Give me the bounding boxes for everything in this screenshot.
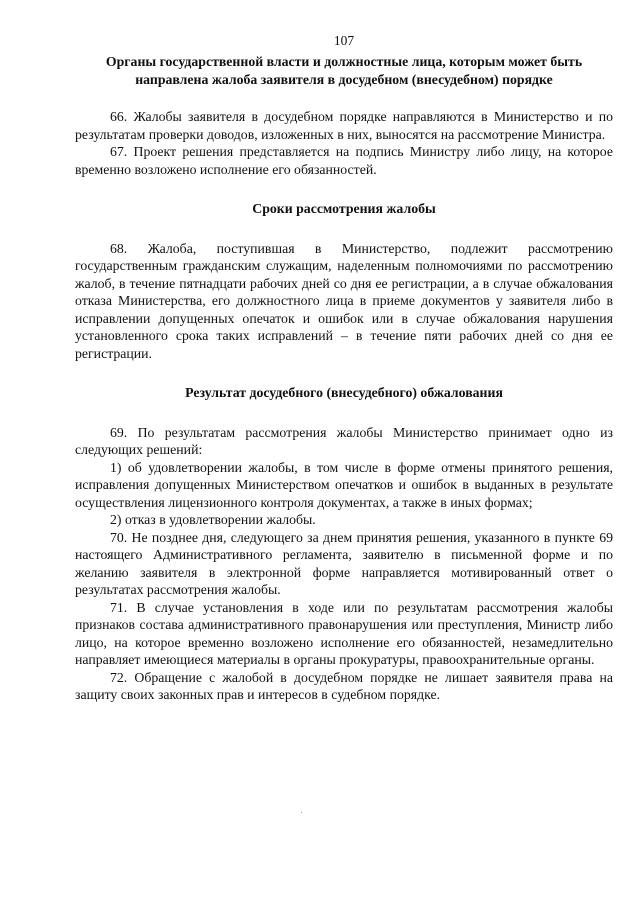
paragraph-69: 69. По результатам рассмотрения жалобы Министерство принимает одно из следующих решений: — [75, 424, 613, 457]
page-number: 107 — [333, 33, 355, 48]
paragraph-69-item-1: 1) об удовлетворении жалобы, в том числе в форме отмены принятого решения, исправления допущенных Министерством опечатков и ошибок в выданных в результате осуществления лицензионного контроля документах, а также в иных формах; — [75, 459, 613, 510]
paragraph-71: 71. В случае установления в ходе или по результатам рассмотрения жалобы признаков состава административного правонарушения или преступления, Министр либо лицо, на которое временно возложено исполнение его обязанностей, незамедлительно направляет имеющиеся материалы в органы прокуратуры, правоохранительные органы. — [75, 599, 613, 667]
paragraph-72: 72. Обращение с жалобой в досудебном порядке не лишает заявителя права на защиту своих законных прав и интересов в судебном порядке. — [75, 669, 613, 702]
section-title-complaint-bodies: Органы государственной власти и должностные лица, которым может быть направлена жалоба заявителя в досудебном (внесудебном) порядке — [105, 54, 583, 87]
section-title-review-terms: Сроки рассмотрения жалобы — [252, 201, 436, 216]
paragraph-69-item-2: 2) отказ в удовлетворении жалобы. — [110, 512, 316, 527]
scan-speck — [301, 812, 302, 813]
paragraph-70: 70. Не позднее дня, следующего за днем принятия решения, указанного в пункте 69 настоящего Административного регламента, заявителю в письменной форме и по желанию заявителя в электронной форме направляется мотивированный ответ о результатах рассмотрения жалобы. — [75, 529, 613, 597]
paragraph-67: 67. Проект решения представляется на подпись Министру либо лицу, на которое временно возложено исполнение его обязанностей. — [75, 144, 613, 177]
section-title-appeal-result: Результат досудебного (внесудебного) обжалования — [185, 385, 503, 400]
paragraph-66: 66. Жалобы заявителя в досудебном порядке направляются в Министерство и по результатам проверки доводов, изложенных в них, выносятся на рассмотрение Министра. — [75, 109, 613, 142]
paragraph-68: 68. Жалоба, поступившая в Министерство, подлежит рассмотрению государственным гражданским служащим, наделенным полномочиями по рассмотрению жалоб, в течение пятнадцати рабочих дней со дня ее регистрации, а в случае обжалования отказа Министерства, его должностного лица в приеме документов у заявителя либо в исправлении допущенных опечаток и ошибок или в случае обжалования нарушения установленного срока таких исправлений – в течение пяти рабочих дней со дня ее регистрации. — [75, 240, 613, 361]
